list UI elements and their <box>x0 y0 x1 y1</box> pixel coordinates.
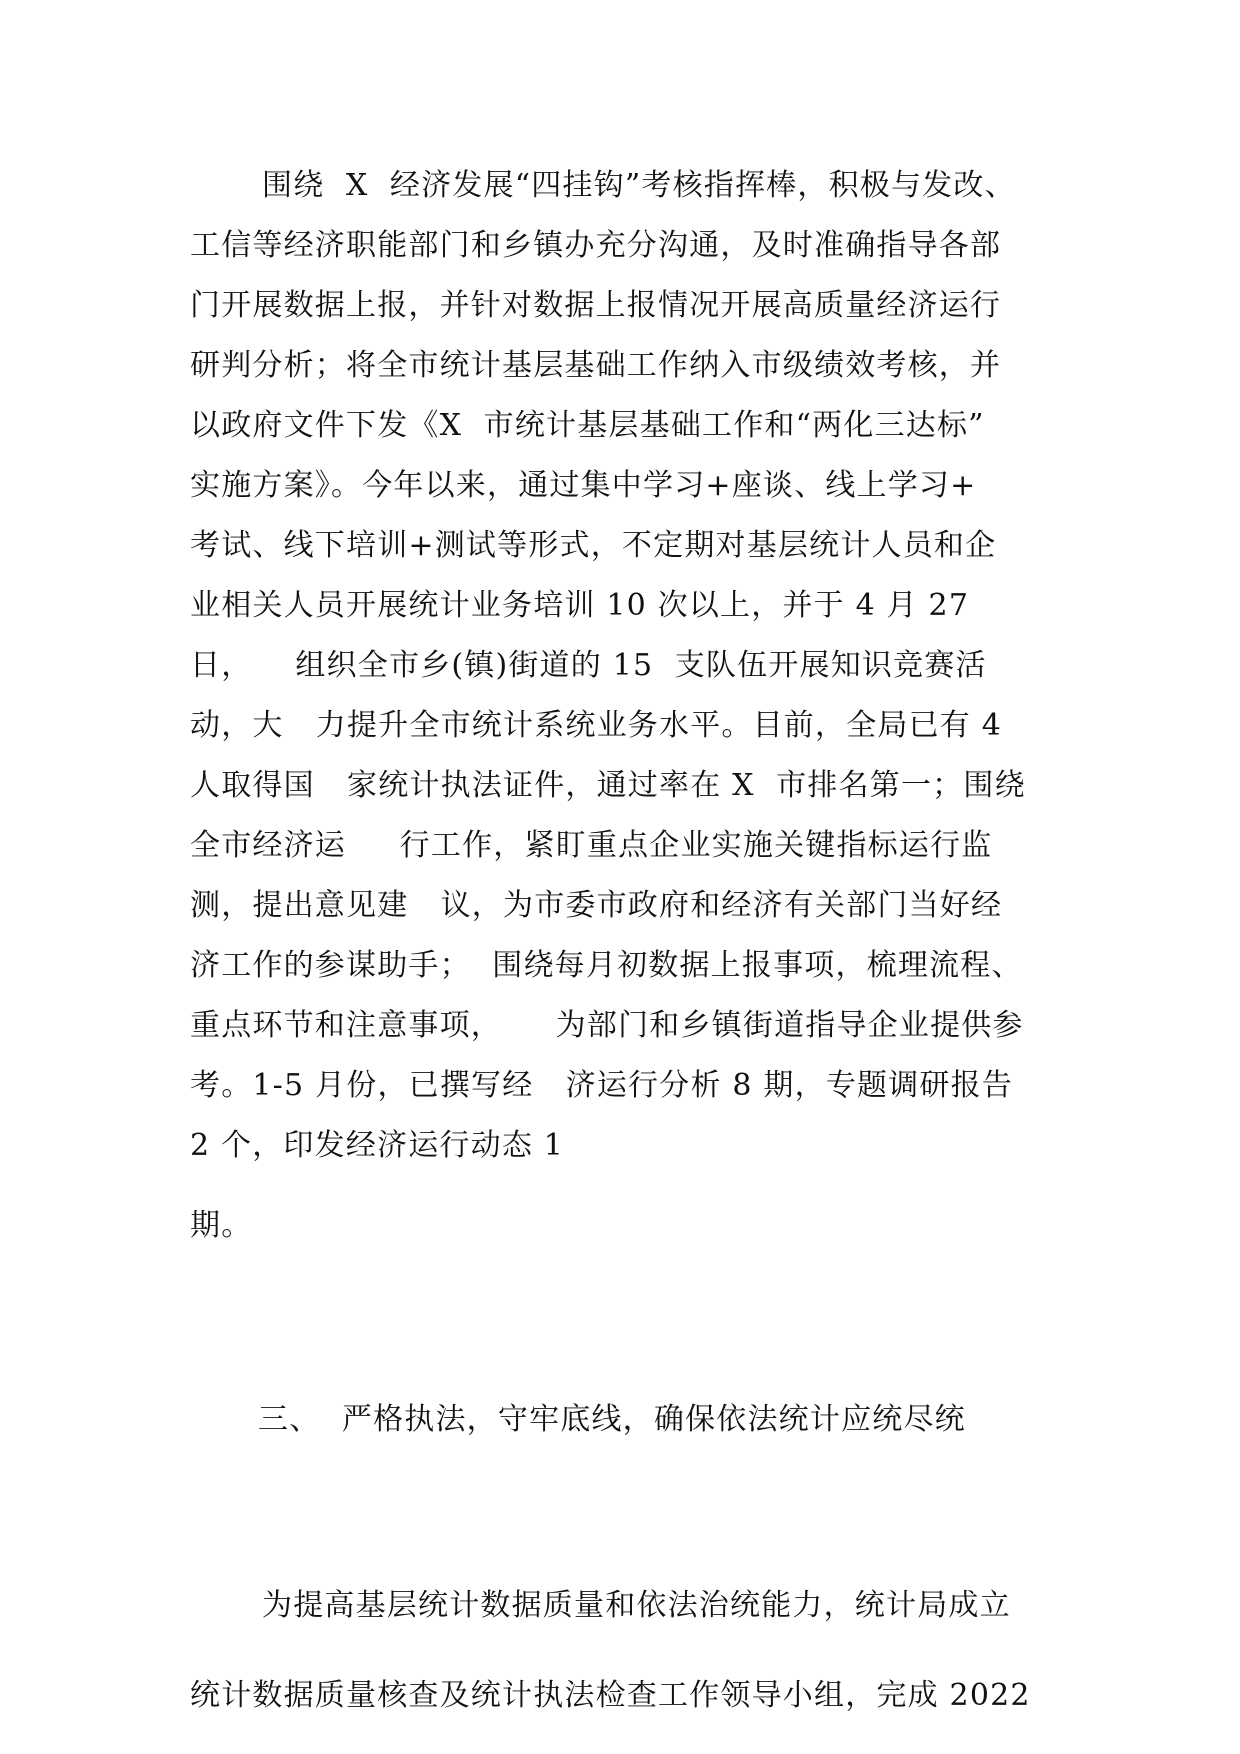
paragraph-line: 实施方案》。今年以来，通过集中学习+座谈、线上学习+ <box>190 468 977 503</box>
paragraph-line: 考试、线下培训+测试等形式，不定期对基层统计人员和企 <box>190 528 997 563</box>
paragraph-line: 以政府文件下发《X 市统计基层基础工作和“两化三达标” <box>190 408 985 443</box>
paragraph-line: 全市经济运 行工作，紧盯重点企业实施关键指标运行监 <box>190 828 993 863</box>
paragraph-line: 日， 组织全市乡(镇)街道的 15 支队伍开展知识竞赛活 <box>190 648 987 683</box>
paragraph-line: 为提高基层统计数据质量和依法治统能力，统计局成立 <box>262 1588 1011 1623</box>
paragraph-line: 重点环节和注意事项， 为部门和乡镇街道指导企业提供参 <box>190 1008 1024 1043</box>
paragraph-line: 测，提出意见建 议，为市委市政府和经济有关部门当好经 <box>190 888 1003 923</box>
paragraph-line: 业相关人员开展统计业务培训 10 次以上，并于 4 月 27 <box>190 588 970 623</box>
paragraph-line: 人取得国 家统计执法证件，通过率在 X 市排名第一；围绕 <box>190 768 1026 803</box>
paragraph-line: 2 个，印发经济运行动态 1 <box>190 1128 565 1163</box>
paragraph-line: 统计数据质量核查及统计执法检查工作领导小组，完成 2022 <box>190 1678 1031 1713</box>
paragraph-line: 考。1-5 月份，已撰写经 济运行分析 8 期，专题调研报告 <box>190 1068 1014 1103</box>
paragraph-line: 工信等经济职能部门和乡镇办充分沟通，及时准确指导各部 <box>190 228 1002 263</box>
section-heading: 三、 严格执法，守牢底线，确保依法统计应统尽统 <box>258 1402 966 1437</box>
paragraph-line: 围绕 X 经济发展“四挂钩”考核指挥棒，积极与发改、 <box>262 168 1016 203</box>
paragraph-line: 济工作的参谋助手； 围绕每月初数据上报事项，梳理流程、 <box>190 948 1023 983</box>
paragraph-line: 动，大 力提升全市统计系统业务水平。目前，全局已有 4 <box>190 708 1003 743</box>
paragraph-last-line: 期。 <box>190 1208 253 1243</box>
paragraph-line: 研判分析；将全市统计基层基础工作纳入市级绩效考核，并 <box>190 348 1002 383</box>
paragraph-line: 门开展数据上报，并针对数据上报情况开展高质量经济运行 <box>190 288 1002 323</box>
